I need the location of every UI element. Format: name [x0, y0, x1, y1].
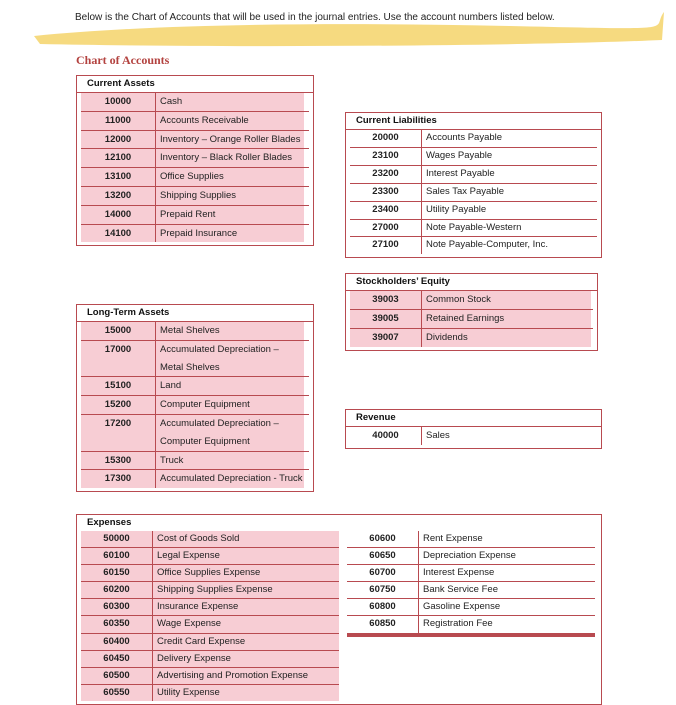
account-number: 14000	[81, 206, 156, 224]
account-number: 11000	[81, 112, 156, 130]
account-name: Land	[156, 377, 304, 395]
account-row	[81, 564, 339, 581]
account-number: 17000	[81, 341, 156, 377]
account-name: Advertising and Promotion Expense	[153, 668, 339, 684]
account-number: 23100	[350, 148, 422, 165]
account-row	[350, 130, 597, 147]
account-row	[81, 205, 309, 224]
intro-text: Below is the Chart of Accounts that will be used in the journal entries. Use the account numbers listed below.	[75, 12, 555, 23]
account-name: Wages Payable	[422, 148, 595, 165]
account-name: Shipping Supplies Expense	[153, 582, 339, 598]
long-term-assets-table	[76, 304, 314, 492]
account-number: 27100	[350, 237, 422, 254]
account-number: 39005	[350, 310, 422, 328]
account-row	[81, 598, 339, 615]
account-row	[347, 564, 595, 581]
account-name: Utility Payable	[422, 202, 595, 219]
account-number: 17200	[81, 415, 156, 451]
account-row	[81, 93, 309, 111]
account-name: Utility Expense	[153, 685, 339, 701]
account-row	[81, 667, 339, 684]
account-name: Interest Expense	[419, 565, 595, 581]
account-number: 60150	[81, 565, 153, 581]
account-name: Delivery Expense	[153, 651, 339, 667]
account-number: 60200	[81, 582, 153, 598]
account-number: 60600	[347, 531, 419, 547]
current-assets-table	[76, 75, 314, 246]
account-name: Computer Equipment	[156, 396, 304, 414]
revenue-table	[345, 409, 602, 449]
account-name: Sales Tax Payable	[422, 184, 595, 201]
account-row	[347, 615, 595, 632]
account-name: Insurance Expense	[153, 599, 339, 615]
account-row	[81, 547, 339, 564]
table-title: Expenses	[87, 517, 132, 528]
account-number: 23200	[350, 166, 422, 183]
account-row	[81, 414, 309, 451]
account-row	[350, 201, 597, 219]
account-row	[81, 615, 339, 632]
account-number: 60800	[347, 599, 419, 615]
table-title: Current Liabilities	[346, 113, 601, 130]
table-title: Current Assets	[77, 76, 313, 93]
account-number: 60350	[81, 616, 153, 632]
account-name: Office Supplies Expense	[153, 565, 339, 581]
account-row	[81, 111, 309, 130]
account-row	[347, 581, 595, 598]
account-name: Note Payable-Computer, Inc.	[422, 237, 595, 254]
account-row	[350, 291, 593, 309]
account-row	[81, 224, 309, 243]
account-row	[81, 322, 309, 340]
account-number: 60850	[347, 616, 419, 632]
account-number: 12000	[81, 131, 156, 149]
account-number: 15100	[81, 377, 156, 395]
account-name: Note Payable-Western	[422, 220, 595, 237]
account-row	[81, 581, 339, 598]
expenses-table	[76, 514, 602, 705]
account-row	[350, 183, 597, 201]
account-number: 17300	[81, 470, 156, 488]
account-number: 60750	[347, 582, 419, 598]
account-row	[347, 636, 595, 637]
account-name: Accumulated Depreciation – Metal Shelves	[156, 341, 304, 377]
account-row	[81, 451, 309, 470]
account-number: 13200	[81, 187, 156, 205]
current-liabilities-table	[345, 112, 602, 258]
account-name: Accounts Payable	[422, 130, 595, 147]
account-name: Truck	[156, 452, 304, 470]
account-number: 60550	[81, 685, 153, 701]
account-name: Prepaid Rent	[156, 206, 304, 224]
account-name: Bank Service Fee	[419, 582, 595, 598]
account-number: 15200	[81, 396, 156, 414]
account-row	[81, 148, 309, 167]
account-number: 27000	[350, 220, 422, 237]
account-row	[350, 427, 597, 445]
account-number: 39007	[350, 329, 422, 347]
account-number: 10000	[81, 93, 156, 111]
account-number: 60500	[81, 668, 153, 684]
account-name: Retained Earnings	[422, 310, 591, 328]
account-row	[347, 531, 595, 547]
account-number: 60100	[81, 548, 153, 564]
account-number: 50000	[81, 531, 153, 547]
account-row	[350, 309, 593, 328]
account-row	[81, 469, 309, 488]
account-name: Interest Payable	[422, 166, 595, 183]
table-title: Revenue	[346, 410, 601, 427]
account-name: Metal Shelves	[156, 322, 304, 340]
account-row	[81, 684, 339, 701]
account-name: Common Stock	[422, 291, 591, 309]
account-number: 13100	[81, 168, 156, 186]
account-name: Inventory – Orange Roller Blades	[156, 131, 304, 149]
account-number: 15300	[81, 452, 156, 470]
account-row	[81, 633, 339, 650]
account-number: 12100	[81, 149, 156, 167]
account-name: Wage Expense	[153, 616, 339, 632]
account-name: Cost of Goods Sold	[153, 531, 339, 547]
account-number: 60650	[347, 548, 419, 564]
account-row	[81, 376, 309, 395]
account-name: Dividends	[422, 329, 591, 347]
account-number: 23300	[350, 184, 422, 201]
account-row	[81, 650, 339, 667]
table-title: Long-Term Assets	[77, 305, 313, 322]
account-name: Accounts Receivable	[156, 112, 304, 130]
account-name: Sales	[422, 427, 595, 445]
account-number: 39003	[350, 291, 422, 309]
account-row	[350, 236, 597, 254]
account-name: Registration Fee	[419, 616, 595, 632]
account-name: Inventory – Black Roller Blades	[156, 149, 304, 167]
account-number: 14100	[81, 225, 156, 243]
account-name: Cash	[156, 93, 304, 111]
account-row	[350, 147, 597, 165]
stockholders-equity-table	[345, 273, 598, 351]
account-row	[81, 186, 309, 205]
account-number: 15000	[81, 322, 156, 340]
account-row	[81, 340, 309, 377]
account-name: Shipping Supplies	[156, 187, 304, 205]
account-row	[350, 328, 593, 347]
account-row	[347, 598, 595, 615]
account-name: Accumulated Depreciation – Computer Equipment	[156, 415, 304, 451]
account-row	[81, 395, 309, 414]
account-number: 60300	[81, 599, 153, 615]
account-name: Rent Expense	[419, 531, 595, 547]
account-number: 60700	[347, 565, 419, 581]
chart-of-accounts-heading: Chart of Accounts	[76, 53, 170, 67]
account-row	[350, 165, 597, 183]
account-name: Accumulated Depreciation - Truck	[156, 470, 304, 488]
account-row	[347, 547, 595, 564]
account-name: Prepaid Insurance	[156, 225, 304, 243]
account-row	[350, 219, 597, 237]
account-row	[81, 130, 309, 149]
account-row	[81, 531, 339, 547]
table-title: Stockholders’ Equity	[346, 274, 597, 291]
account-number: 40000	[350, 427, 422, 445]
account-row	[81, 167, 309, 186]
account-number: 60450	[81, 651, 153, 667]
account-name: Office Supplies	[156, 168, 304, 186]
account-name: Credit Card Expense	[153, 634, 339, 650]
account-number: 20000	[350, 130, 422, 147]
account-number: 60400	[81, 634, 153, 650]
account-name: Depreciation Expense	[419, 548, 595, 564]
account-name: Gasoline Expense	[419, 599, 595, 615]
account-number: 23400	[350, 202, 422, 219]
account-name: Legal Expense	[153, 548, 339, 564]
